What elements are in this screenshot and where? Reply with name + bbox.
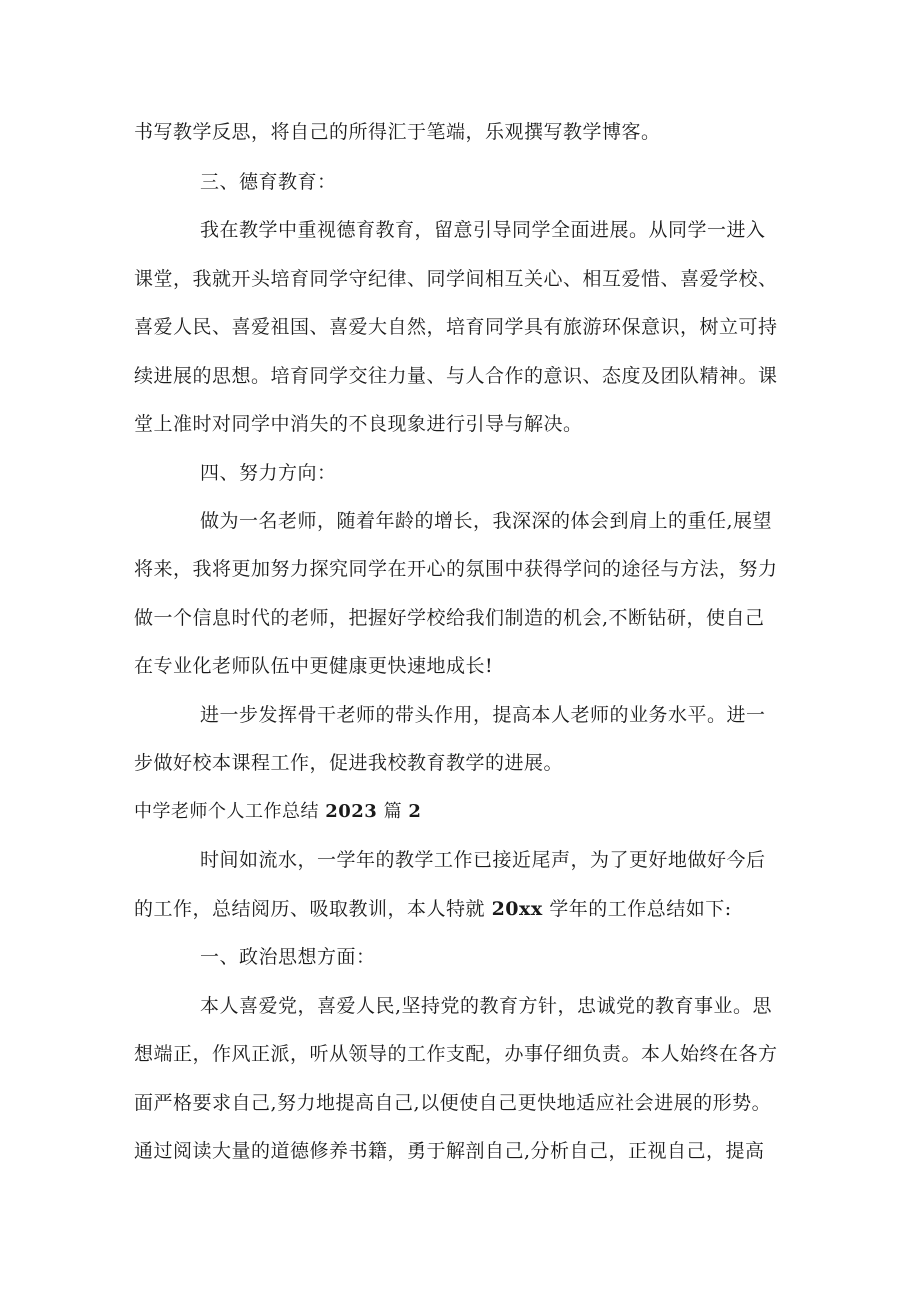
text-line: 课堂，我就开头培育同学守纪律、同学间相互关心、相互爱惜、喜爱学校、 [134,268,778,290]
text-line: 喜爱人民、喜爱祖国、喜爱大自然，培育同学具有旅游环保意识，树立可持 [134,316,778,338]
section-title-mid: 篇 [383,801,403,822]
text-fragment: 学年的工作总结如下: [549,898,732,920]
section-title [134,800,421,824]
heading-political: 一、政治思想方面： [200,946,376,968]
text-line: 在专业化老师队伍中更健康更快速地成长! [134,655,494,677]
text-line: 面严格要求自己,努力地提高自己,以便使自己更快地适应社会进展的形势。 [134,1092,772,1114]
text-line: 做一个信息时代的老师，把握好学校给我们制造的机会,不断钻研，使自己 [134,607,765,629]
text-line: 堂上准时对同学中消失的不良现象进行引导与解决。 [134,413,583,435]
text-line: 本人喜爱党，喜爱人民,坚持党的教育方针，忠诚党的教育事业。思 [200,995,773,1017]
text-line: 想端正，作风正派，听从领导的工作支配，办事仔细负责。本人始终在各方 [134,1043,778,1065]
text-fragment: 的工作，总结阅历、吸取教训，本人特就 [134,898,486,920]
text-line [134,897,732,921]
text-line: 进一步发挥骨干老师的带头作用，提高本人老师的业务水平。进一 [200,704,766,726]
section-title-year: 2023 [325,801,378,822]
text-line: 书写教学反思，将自己的所得汇于笔端，乐观撰写教学博客。 [134,121,661,143]
heading-moral-education: 三、德育教育： [200,171,337,193]
text-line: 做为一名老师，随着年龄的增长，我深深的体会到肩上的重任,展望 [200,510,773,532]
text-line: 续进展的思想。培育同学交往力量、与人合作的意识、态度及团队精神。课 [134,365,778,387]
text-line: 我在教学中重视德育教育，留意引导同学全面进展。从同学一进入 [200,219,766,241]
section-title-num: 2 [408,801,422,822]
year-placeholder: 20xx [491,898,543,920]
section-title-prefix: 中学老师个人工作总结 [134,801,319,822]
text-line: 通过阅读大量的道德修养书籍，勇于解剖自己,分析自己，正视自己，提高 [134,1140,765,1162]
text-line: 步做好校本课程工作，促进我校教育教学的进展。 [134,752,564,774]
text-line: 将来，我将更加努力探究同学在开心的氛围中获得学问的途径与方法，努力 [134,558,778,580]
text-line: 时间如流水，一学年的教学工作已接近尾声，为了更好地做好今后 [200,849,766,871]
heading-direction: 四、努力方向： [200,462,337,484]
